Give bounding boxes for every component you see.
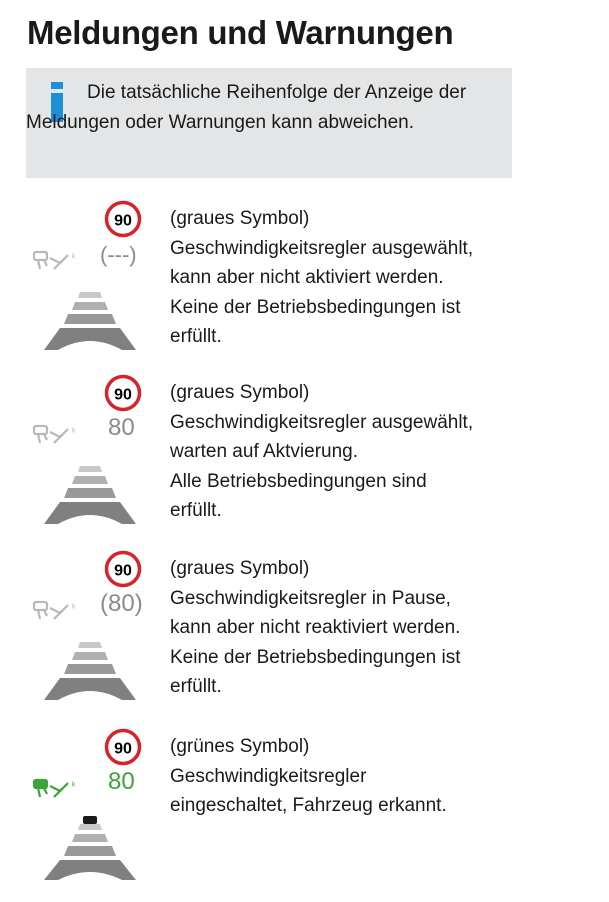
message-row [0,200,609,370]
cruise-control-icon [32,777,88,801]
message-row [0,550,609,720]
svg-text:ᵏ: ᵏ [72,427,76,438]
svg-text:ᵏ: ᵏ [72,603,76,614]
info-box [26,68,512,178]
svg-text:90: 90 [114,562,132,580]
status-symbol [0,200,160,370]
set-speed-value: (80) [100,590,143,617]
message-description: (graues Symbol) Geschwindigkeitsregler ausgewählt, warten auf Aktvierung. Alle Betriebsbedingungen sind erfüllt. [170,382,474,521]
svg-text:90: 90 [114,740,132,758]
set-speed-value: 80 [108,768,135,795]
page-title: Meldungen und Warnungen [27,14,454,51]
cruise-control-icon [32,599,88,623]
speed-limit-sign-icon [104,374,142,412]
message-description: (graues Symbol) Geschwindigkeitsregler in Pause, kann aber nicht reaktiviert werden. Keine der Betriebsbedingungen ist erfüllt. [170,558,461,697]
message-description: (grünes Symbol) Geschwindigkeitsregler eingeschaltet, Fahrzeug erkannt. [170,736,447,816]
speed-limit-sign-icon [104,728,142,766]
message-row [0,728,609,898]
message-description: (graues Symbol) Geschwindigkeitsregler ausgewählt, kann aber nicht aktiviert werden. Keine der Betriebsbedingungen ist erfüllt. [170,208,474,347]
set-speed-value: (---) [100,242,137,267]
road-icon [40,642,140,702]
svg-text:90: 90 [114,212,132,230]
cruise-control-icon [32,249,88,273]
road-with-vehicle-icon [40,816,140,880]
message-row [0,374,609,544]
svg-text:90: 90 [114,386,132,404]
set-speed-value: 80 [108,414,135,441]
svg-text:ᵏ: ᵏ [72,781,76,792]
road-icon [40,292,140,352]
info-text: Die tatsächliche Reihenfolge der Anzeige der Meldungen oder Warnungen kann abweichen. [26,82,467,133]
cruise-control-icon [32,423,88,447]
svg-text:ᵏ: ᵏ [72,253,76,264]
status-symbol [0,728,160,898]
status-symbol [0,374,160,544]
road-icon [40,466,140,526]
speed-limit-sign-icon [104,550,142,588]
status-symbol [0,550,160,720]
speed-limit-sign-icon [104,200,142,238]
